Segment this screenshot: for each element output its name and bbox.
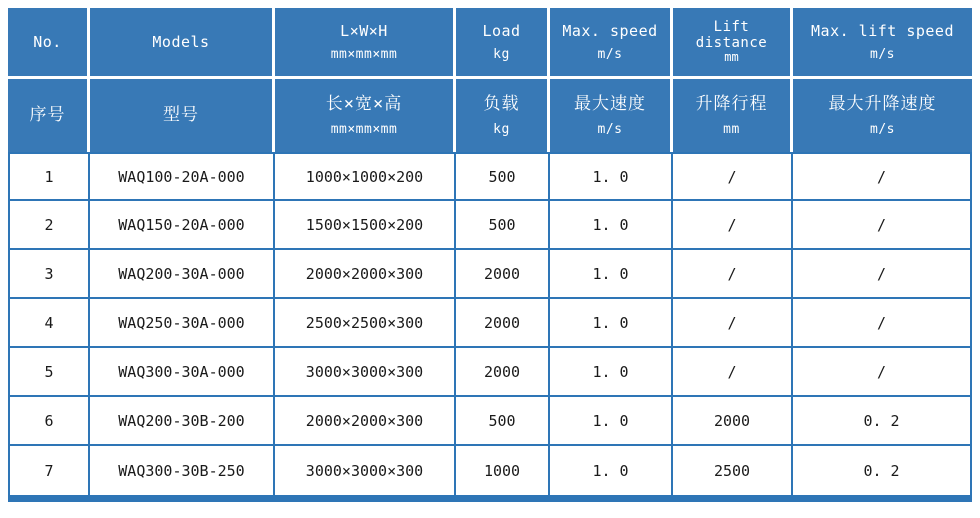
cell-max-lift-speed: /	[793, 201, 972, 250]
header-unit: m/s	[597, 121, 623, 137]
header-unit: m/s	[597, 46, 623, 62]
header-no-cn	[8, 79, 90, 152]
cell-max-lift-speed: 0. 2	[793, 446, 972, 495]
cell-load: 500	[456, 397, 550, 446]
cell-no: 7	[8, 446, 90, 495]
header-unit: mm	[723, 121, 740, 137]
cell-lift-distance: /	[673, 152, 793, 201]
header-row-chinese	[8, 79, 972, 152]
cell-model: WAQ300-30B-250	[90, 446, 275, 495]
header-lift-distance-en	[673, 8, 793, 79]
cell-load: 1000	[456, 446, 550, 495]
cell-max-lift-speed: 0. 2	[793, 397, 972, 446]
header-unit: m/s	[870, 46, 895, 62]
header-models-cn	[90, 79, 275, 152]
header-label: 型号	[163, 104, 199, 125]
cell-model: WAQ200-30A-000	[90, 250, 275, 299]
cell-max-lift-speed: /	[793, 348, 972, 397]
cell-lift-distance: 2000	[673, 397, 793, 446]
header-label: Models	[152, 32, 210, 51]
cell-max-lift-speed: /	[793, 152, 972, 201]
header-unit: m/s	[870, 121, 895, 137]
cell-lift-distance: /	[673, 201, 793, 250]
header-lift-distance-cn	[673, 79, 793, 152]
cell-no: 3	[8, 250, 90, 299]
cell-lift-distance: /	[673, 299, 793, 348]
header-label: Load	[482, 21, 521, 40]
table-row	[8, 299, 972, 348]
header-label: 负载	[483, 93, 520, 114]
header-unit: kg	[493, 46, 510, 62]
table-row	[8, 250, 972, 299]
cell-model: WAQ300-30A-000	[90, 348, 275, 397]
header-label: 最大升降速度	[828, 93, 937, 114]
table-row	[8, 397, 972, 446]
cell-load: 2000	[456, 348, 550, 397]
cell-max-speed: 1. 0	[550, 299, 673, 348]
cell-dimensions: 3000×3000×300	[275, 348, 456, 397]
header-dimensions-en	[275, 8, 456, 79]
header-label: L×W×H	[340, 21, 388, 40]
table-bottom-accent-bar	[8, 495, 972, 502]
table-row	[8, 201, 972, 250]
header-label: 最大速度	[574, 93, 646, 114]
header-unit: mm	[724, 50, 739, 65]
cell-load: 2000	[456, 299, 550, 348]
header-label: 升降行程	[695, 93, 768, 114]
header-unit: mm×mm×mm	[330, 46, 398, 62]
cell-lift-distance: 2500	[673, 446, 793, 495]
cell-no: 1	[8, 152, 90, 201]
cell-max-lift-speed: /	[793, 299, 972, 348]
table-row	[8, 348, 972, 397]
cell-model: WAQ150-20A-000	[90, 201, 275, 250]
cell-no: 2	[8, 201, 90, 250]
cell-dimensions: 2000×2000×300	[275, 250, 456, 299]
header-load-en	[456, 8, 550, 79]
cell-no: 4	[8, 299, 90, 348]
cell-dimensions: 2000×2000×300	[275, 397, 456, 446]
header-unit: kg	[493, 121, 510, 137]
cell-max-speed: 1. 0	[550, 348, 673, 397]
header-max-lift-speed-en	[793, 8, 972, 79]
header-dimensions-cn	[275, 79, 456, 152]
header-label: 序号	[29, 104, 66, 125]
cell-load: 500	[456, 152, 550, 201]
header-max-speed-cn	[550, 79, 673, 152]
header-label: Max. lift speed	[811, 21, 954, 40]
header-max-lift-speed-cn	[793, 79, 972, 152]
cell-model: WAQ250-30A-000	[90, 299, 275, 348]
cell-max-speed: 1. 0	[550, 250, 673, 299]
cell-no: 6	[8, 397, 90, 446]
cell-dimensions: 3000×3000×300	[275, 446, 456, 495]
cell-load: 500	[456, 201, 550, 250]
cell-no: 5	[8, 348, 90, 397]
cell-max-speed: 1. 0	[550, 201, 673, 250]
cell-dimensions: 2500×2500×300	[275, 299, 456, 348]
cell-lift-distance: /	[673, 348, 793, 397]
header-no-en	[8, 8, 90, 79]
header-models-en	[90, 8, 275, 79]
cell-max-speed: 1. 0	[550, 446, 673, 495]
header-label: No.	[33, 32, 62, 51]
header-label: distance	[695, 34, 768, 51]
cell-model: WAQ200-30B-200	[90, 397, 275, 446]
lift-table-spec-table	[8, 8, 972, 495]
header-label: 长×宽×高	[325, 93, 403, 114]
cell-max-speed: 1. 0	[550, 152, 673, 201]
header-label: Lift	[713, 19, 750, 36]
cell-lift-distance: /	[673, 250, 793, 299]
header-row-english	[8, 8, 972, 79]
cell-max-speed: 1. 0	[550, 397, 673, 446]
cell-dimensions: 1000×1000×200	[275, 152, 456, 201]
cell-load: 2000	[456, 250, 550, 299]
header-load-cn	[456, 79, 550, 152]
cell-dimensions: 1500×1500×200	[275, 201, 456, 250]
header-unit: mm×mm×mm	[330, 121, 398, 137]
header-max-speed-en	[550, 8, 673, 79]
header-label: Max. speed	[562, 21, 658, 40]
cell-max-lift-speed: /	[793, 250, 972, 299]
cell-model: WAQ100-20A-000	[90, 152, 275, 201]
table-row	[8, 152, 972, 201]
table-row	[8, 446, 972, 495]
